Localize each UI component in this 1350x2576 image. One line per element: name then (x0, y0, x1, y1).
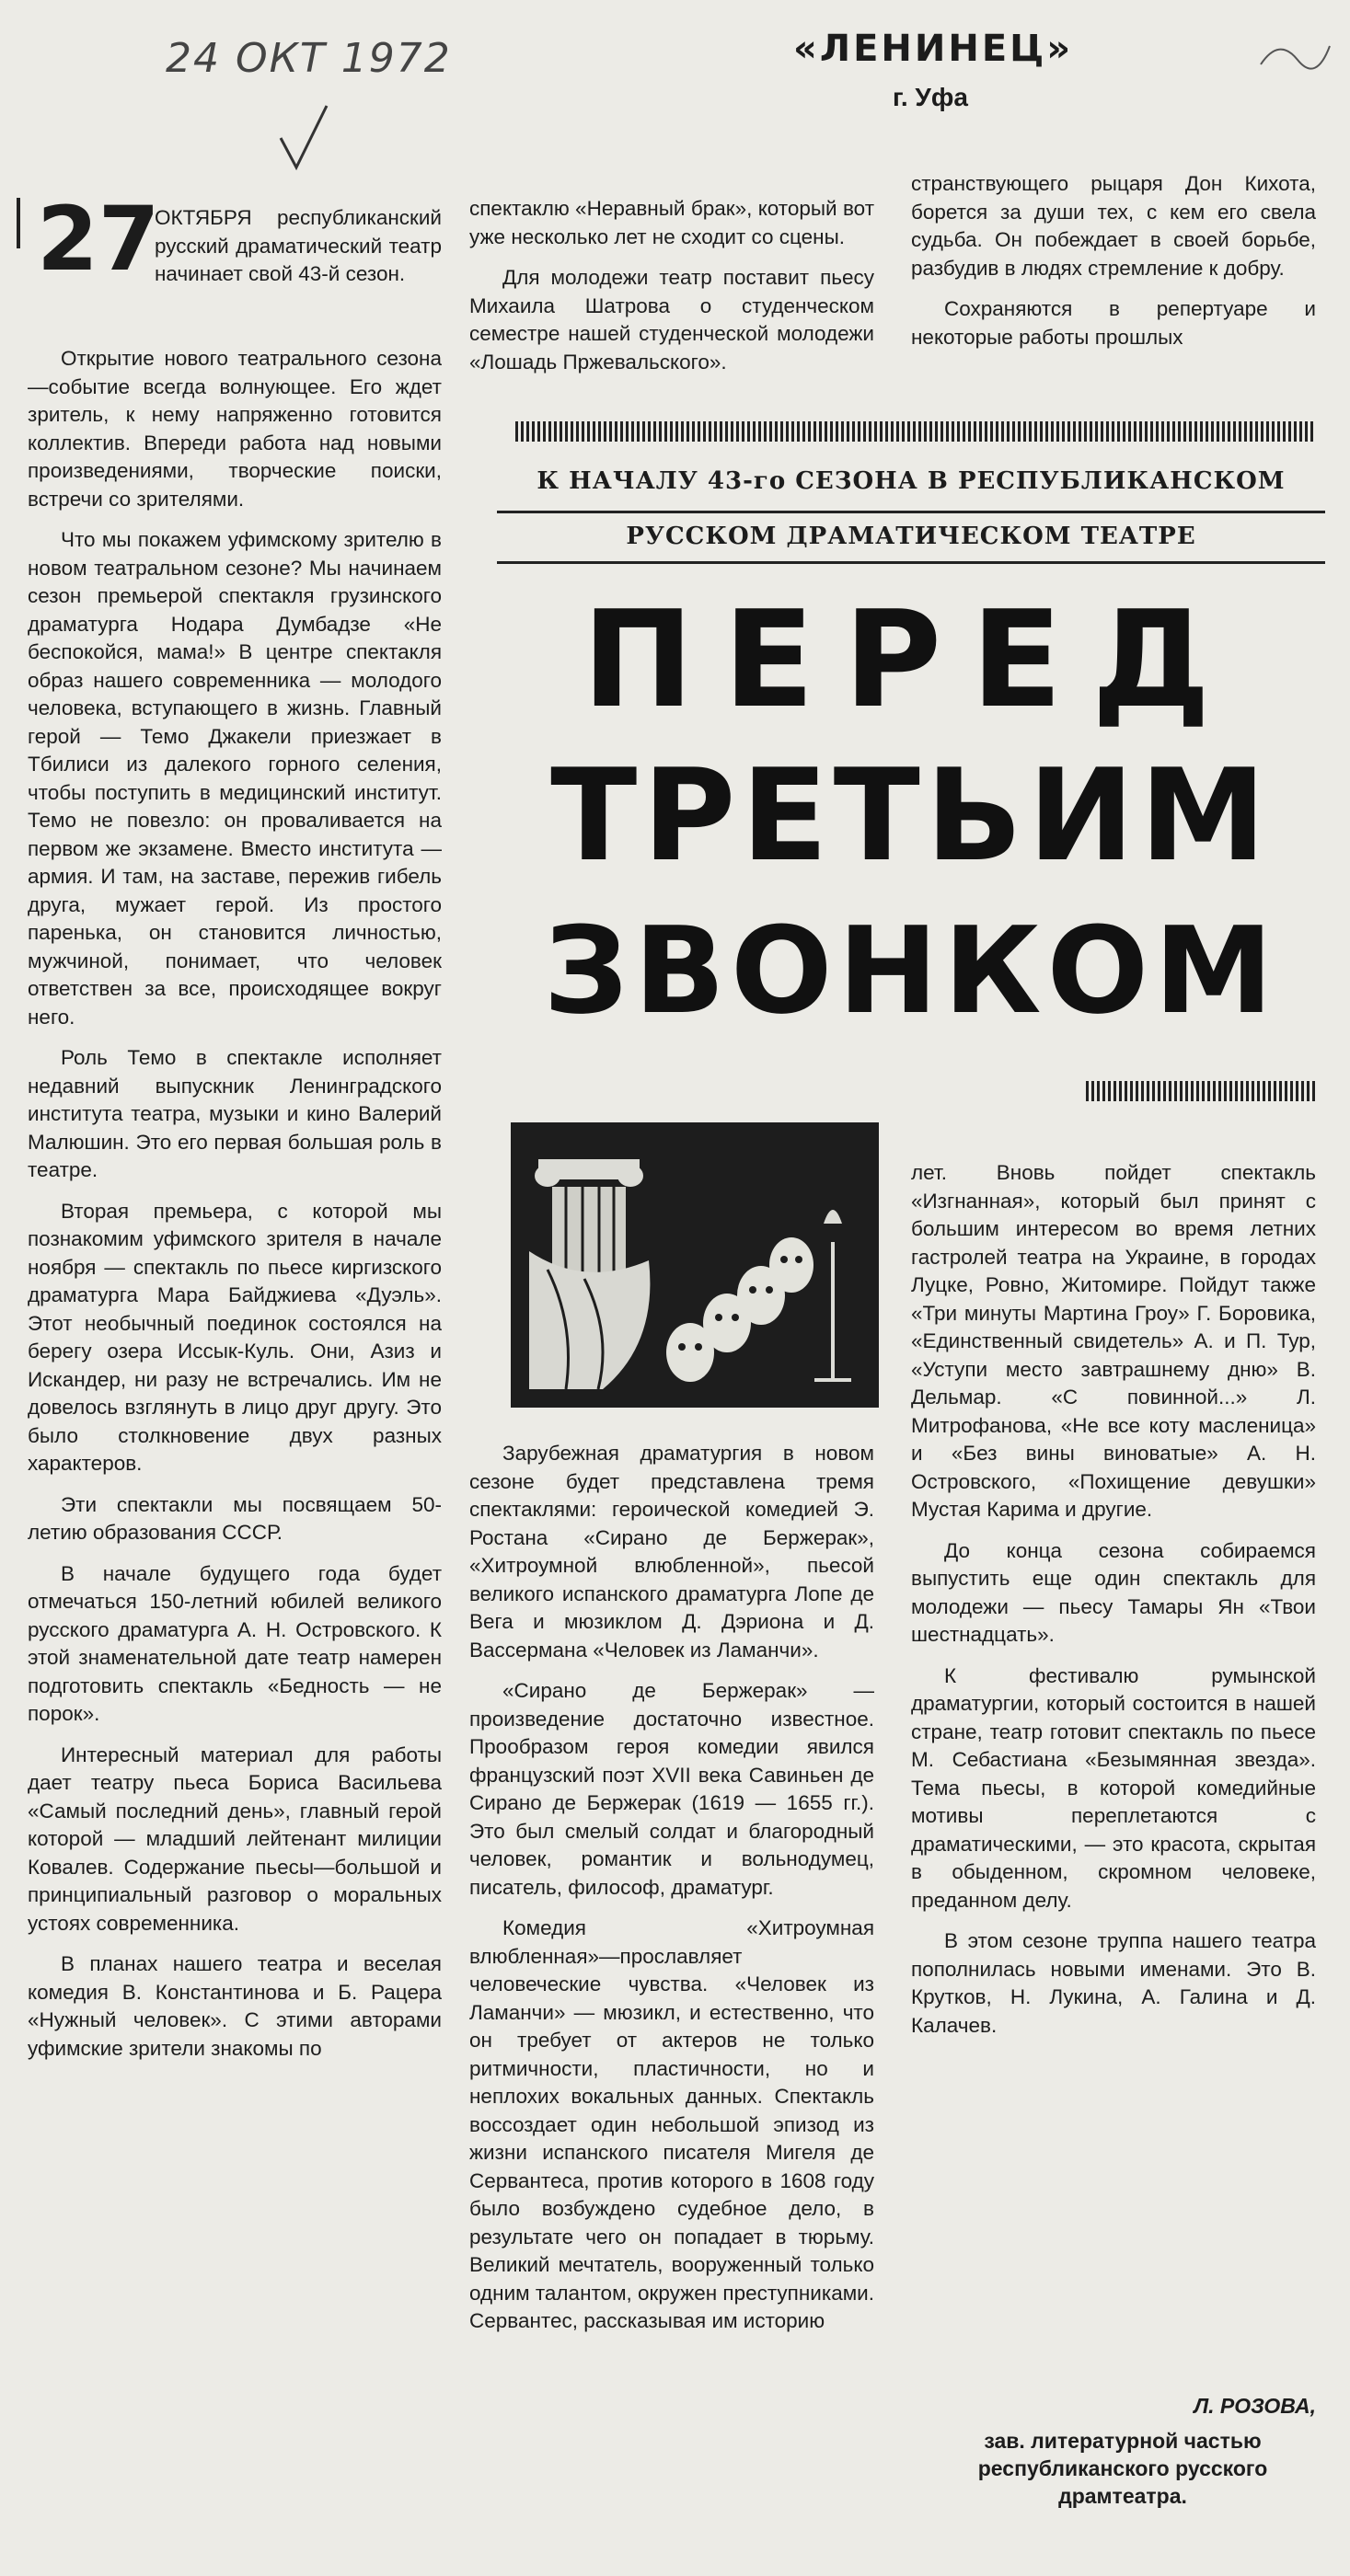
paragraph: лет. Вновь пойдет спектакль «Изгнанная», который был принят с большим интересом во время летних гастролей театра на Украине, в городах Луцке, Ровно, Житомире. Пойдут также «Три минуты Мартина Гроу» Г. Боровика, «Единственный свидетель» А. и П. Тур, «Уступи место завтрашнему дню» В. Дельмар. «С повинной...» Л. Митрофанова, «Не все коту масленица» и «Без вины виноватые» А. Н. Островского, «Похищение девушки» Мустая Карима и другие. (911, 1161, 1316, 1521)
kicker-line-1: К НАЧАЛУ 43-го СЕЗОНА В РЕСПУБЛИКАНСКОМ (537, 467, 1286, 495)
paragraph: спектаклю «Неравный брак», который вот уже несколько лет не сходит со сцены. (469, 197, 874, 248)
article-column-2-top (469, 195, 874, 376)
paragraph: В планах нашего театра и веселая комедия В. Константинова и Б. Рацера «Нужный человек». С этими авторами уфимские зрители знакомы по (28, 1952, 442, 2060)
paragraph: Вторая премьера, с которой мы познакомим уфимского зрителя в начале ноября — спектакль по пьесе киргизского драматурга Мара Байджиева «Дуэль». Этот необычный поединок состоялся на берегу озера Иссык-Куль. Они, Азиз и Искандер, ни разу не встречались. Им не довелось взглянуть в лицо друг другу. Это было столкновение двух разных характеров. (28, 1199, 442, 1475)
lead-date: 27 (37, 188, 160, 291)
paragraph: странствующего рыцаря Дон Кихота, борется за души тех, с кем его свела судьба. Он побеждает в своей борьбе, разбудив в людях стремление к добру. (911, 172, 1316, 280)
headline-line-2: ТРЕТЬИМ (550, 742, 1272, 890)
headline-line-1: ПЕРЕД (582, 582, 1240, 738)
headline-line-3: ЗВОНКОМ (543, 901, 1279, 1041)
paragraph: К фестивалю румынской драматургии, который состоится в нашей стране, театр готовит спектакль по пьесе М. Себастиана «Безымянная звезда». Тема пьесы, в которой комедийные мотивы переплетаются с драматическими, — это красота, скрытая в обыденном, скромном человеке, преданном делу. (911, 1663, 1316, 1912)
paragraph: В этом сезоне труппа нашего театра пополнилась новыми именами. Это В. Крутков, Н. Лукина, А. Галина и Д. Калачев. (911, 1929, 1316, 2037)
decorative-rule (1086, 1081, 1316, 1101)
paragraph: До конца сезона собираемся выпустить еще один спектакль для молодежи — пьесу Тамары Ян «Твои шестнадцать». (911, 1538, 1316, 1646)
paragraph: Открытие нового театрального сезона—событие всегда волнующее. Его ждет зритель, к нему напряженно готовится коллектив. Впереди работа над новыми произведениями, творческие поиски, встречи со зрителями. (28, 347, 442, 511)
article-column-2-bottom (469, 1440, 874, 2336)
kicker-line-2: РУССКОМ ДРАМАТИЧЕСКОМ ТЕАТРЕ (626, 523, 1196, 550)
newspaper-masthead: «ЛЕНИНЕЦ» (793, 28, 1074, 70)
checkmark-icon (276, 101, 331, 175)
handwritten-mark-icon (1252, 28, 1334, 101)
city-label: г. Уфа (893, 83, 968, 111)
author-name: Л. РОЗОВА, (1194, 2394, 1316, 2418)
paragraph: «Сирано де Бержерак» — произведение достаточно известное. Прообразом героя комедии явился французский поэт XVII века Савиньен де Сирано де Бержерак (1619 — 1655 гг.). Это был смелый солдат и благородный человек, романтик и вольнодумец, писатель, философ, драматург. (469, 1679, 874, 1899)
paragraph: Роль Темо в спектакле исполняет недавний выпускник Ленинградского института театра, музыки и кино Валерий Малюшин. Это его первая большая роль в театре. (28, 1046, 442, 1181)
paragraph: Что мы покажем уфимскому зрителю в новом театральном сезоне? Мы начинаем сезон премьерой спектакля грузинского драматурга Нодара Думбадзе «Не беспокойся, мама!» В центре спектакля образ нашего современника — молодого человека, вступающего в жизнь. Главный герой — Темо Джакели приезжает в Тбилиси из далекого горного селения, чтобы поступить в медицинский институт. Темо не повезло: он проваливается на первом же экзамене. Вместо института — армия. И там, на заставе, пережив гибель друга, мужает герой. Из простого паренька, он становится личностью, мужчиной, понимает, что человек ответствен за все, происходящее вокруг него. (28, 528, 442, 1029)
author-role: зав. литературной частью республиканского русского драмтеатра. (977, 2429, 1268, 2508)
article-column-3-top (911, 170, 1316, 351)
divider (497, 511, 1325, 513)
paragraph: Интересный материал для работы дает театру пьеса Бориса Васильева «Самый последний день», главный герой которой — младший лейтенант милиции Ковалев. Содержание пьесы—большой и принципиальный разговор о моральных устоях современника. (28, 1742, 442, 1935)
divider (497, 561, 1325, 564)
paragraph: В начале будущего года будет отмечаться 150-летний юбилей великого русского драматурга А. Н. Островского. К этой знаменательной дате театр намерен подготовить спектакль «Бедность — не порок». (28, 1561, 442, 1725)
paragraph: Эти спектакли мы посвящаем 50-летию образования СССР. (28, 1492, 442, 1544)
theatre-masks-icon (511, 1122, 879, 1408)
article-column-1 (28, 345, 442, 2063)
decorative-rule (515, 421, 1316, 442)
paragraph: Сохраняются в репертуаре и некоторые работы прошлых (911, 297, 1316, 349)
lead-text: ОКТЯБРЯ республиканский русский драматический театр начинает свой 43-й сезон. (155, 206, 442, 285)
paragraph: Для молодежи театр поставит пьесу Михаила Шатрова о студенческом семестре нашей студенческой молодежи «Лошадь Пржевальского». (469, 266, 874, 374)
date-stamp: 24 ОКТ 1972 (166, 35, 452, 82)
paragraph: Зарубежная драматургия в новом сезоне будет представлена тремя спектаклями: героической комедией Э. Ростана «Сирано де Бержерак», «Хитроумной влюбленной», пьесой великого испанского драматурга Лопе де Вега и мюзиклом Д. Дэриона и Д. Вассермана «Человек из Ламанчи». (469, 1442, 874, 1662)
theatre-illustration (511, 1122, 879, 1408)
lead-marker (17, 198, 20, 248)
paragraph: Комедия «Хитроумная влюбленная»—прославляет человеческие чувства. «Человек из Ламанчи» — мюзикл, и естественно, что он требует от актеров не только ритмичности, пластичности, но и неплохих вокальных данных. Спектакль воссоздает один небольшой эпизод из жизни испанского писателя Мигеля де Сервантеса, против которого в 1608 году было возбуждено судебное дело, в результате чего он попадает в тюрьму. Великий мечтатель, вооруженный только одним талантом, окружен преступниками. Сервантес, рассказывая им историю (469, 1916, 874, 2332)
article-column-3-bottom (911, 1159, 1316, 2040)
